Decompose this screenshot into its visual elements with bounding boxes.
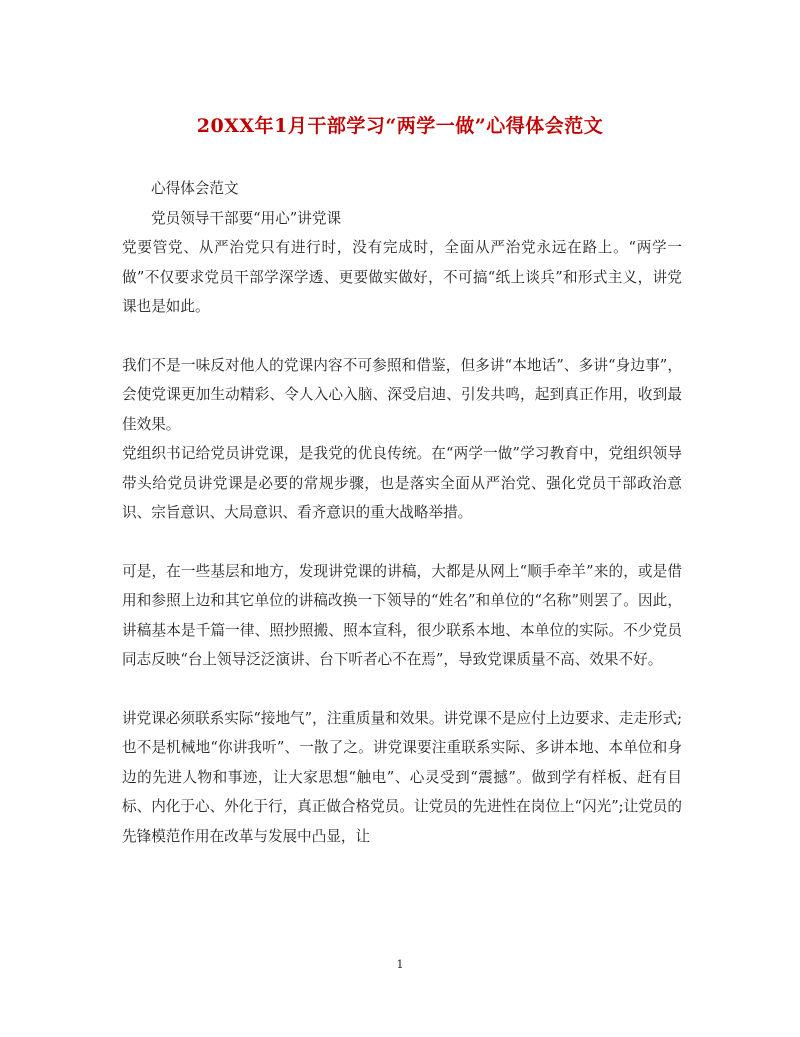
paragraph-3: 党组织书记给党员讲党课，是我党的优良传统。在“两学一做”学习教育中，党组织领导带头给党员讲党课是必要的常规步骤，也是落实全面从严治党、强化党员干部政治意识、宗旨意识、大局意识、看齐意识的重大战略举措。 (122, 445, 682, 521)
paragraph-2: 我们不是一味反对他人的党课内容不可参照和借鉴，但多讲“本地话”、多讲“身边事”，会使党课更加生动精彩、令人入心入脑、深受启迪、引发共鸣，起到真正作用，收到最佳效果。 (122, 356, 682, 433)
document-title: 20XX年1月干部学习“两学一做”心得体会范文 (196, 115, 604, 137)
subtitle-heading: 心得体会范文 (151, 180, 239, 197)
paragraph-1: 党要管党、从严治党只有进行时，没有完成时，全面从严治党永远在路上。“两学一做”不仅要求党员干部学深学透、更要做实做好，不可搞“纸上谈兵”和形式主义，讲党课也是如此。 (122, 239, 682, 315)
section-heading: 党员领导干部要“用心”讲党课 (151, 209, 342, 227)
document-body (122, 174, 682, 851)
page-number: 1 (396, 958, 404, 971)
paragraph-5: 讲党课必须联系实际“接地气”，注重质量和效果。讲党课不是应付上边要求、走走形式;也不是机械地“你讲我听”、一散了之。讲党课要注重联系实际、多讲本地、本单位和身边的先进人物和事迹，让大家思想“触电”、心灵受到“震撼”。做到学有样板、赶有目标、内化于心、外化于行，真正做合格党员。让党员的先进性在岗位上“闪光”;让党员的先锋模范作用在改革与发展中凸显，让 (122, 709, 682, 845)
paragraph-4: 可是，在一些基层和地方，发现讲党课的讲稿，大都是从网上“顺手牵羊”来的，或是借用和参照上边和其它单位的讲稿改换一下领导的“姓名”和单位的“名称”则罢了。因此，讲稿基本是千篇一律、照抄照搬、照本宣科，很少联系本地、本单位的实际。不少党员同志反映“台上领导泛泛演讲、台下听者心不在焉”，导致党课质量不高、效果不好。 (122, 562, 682, 668)
